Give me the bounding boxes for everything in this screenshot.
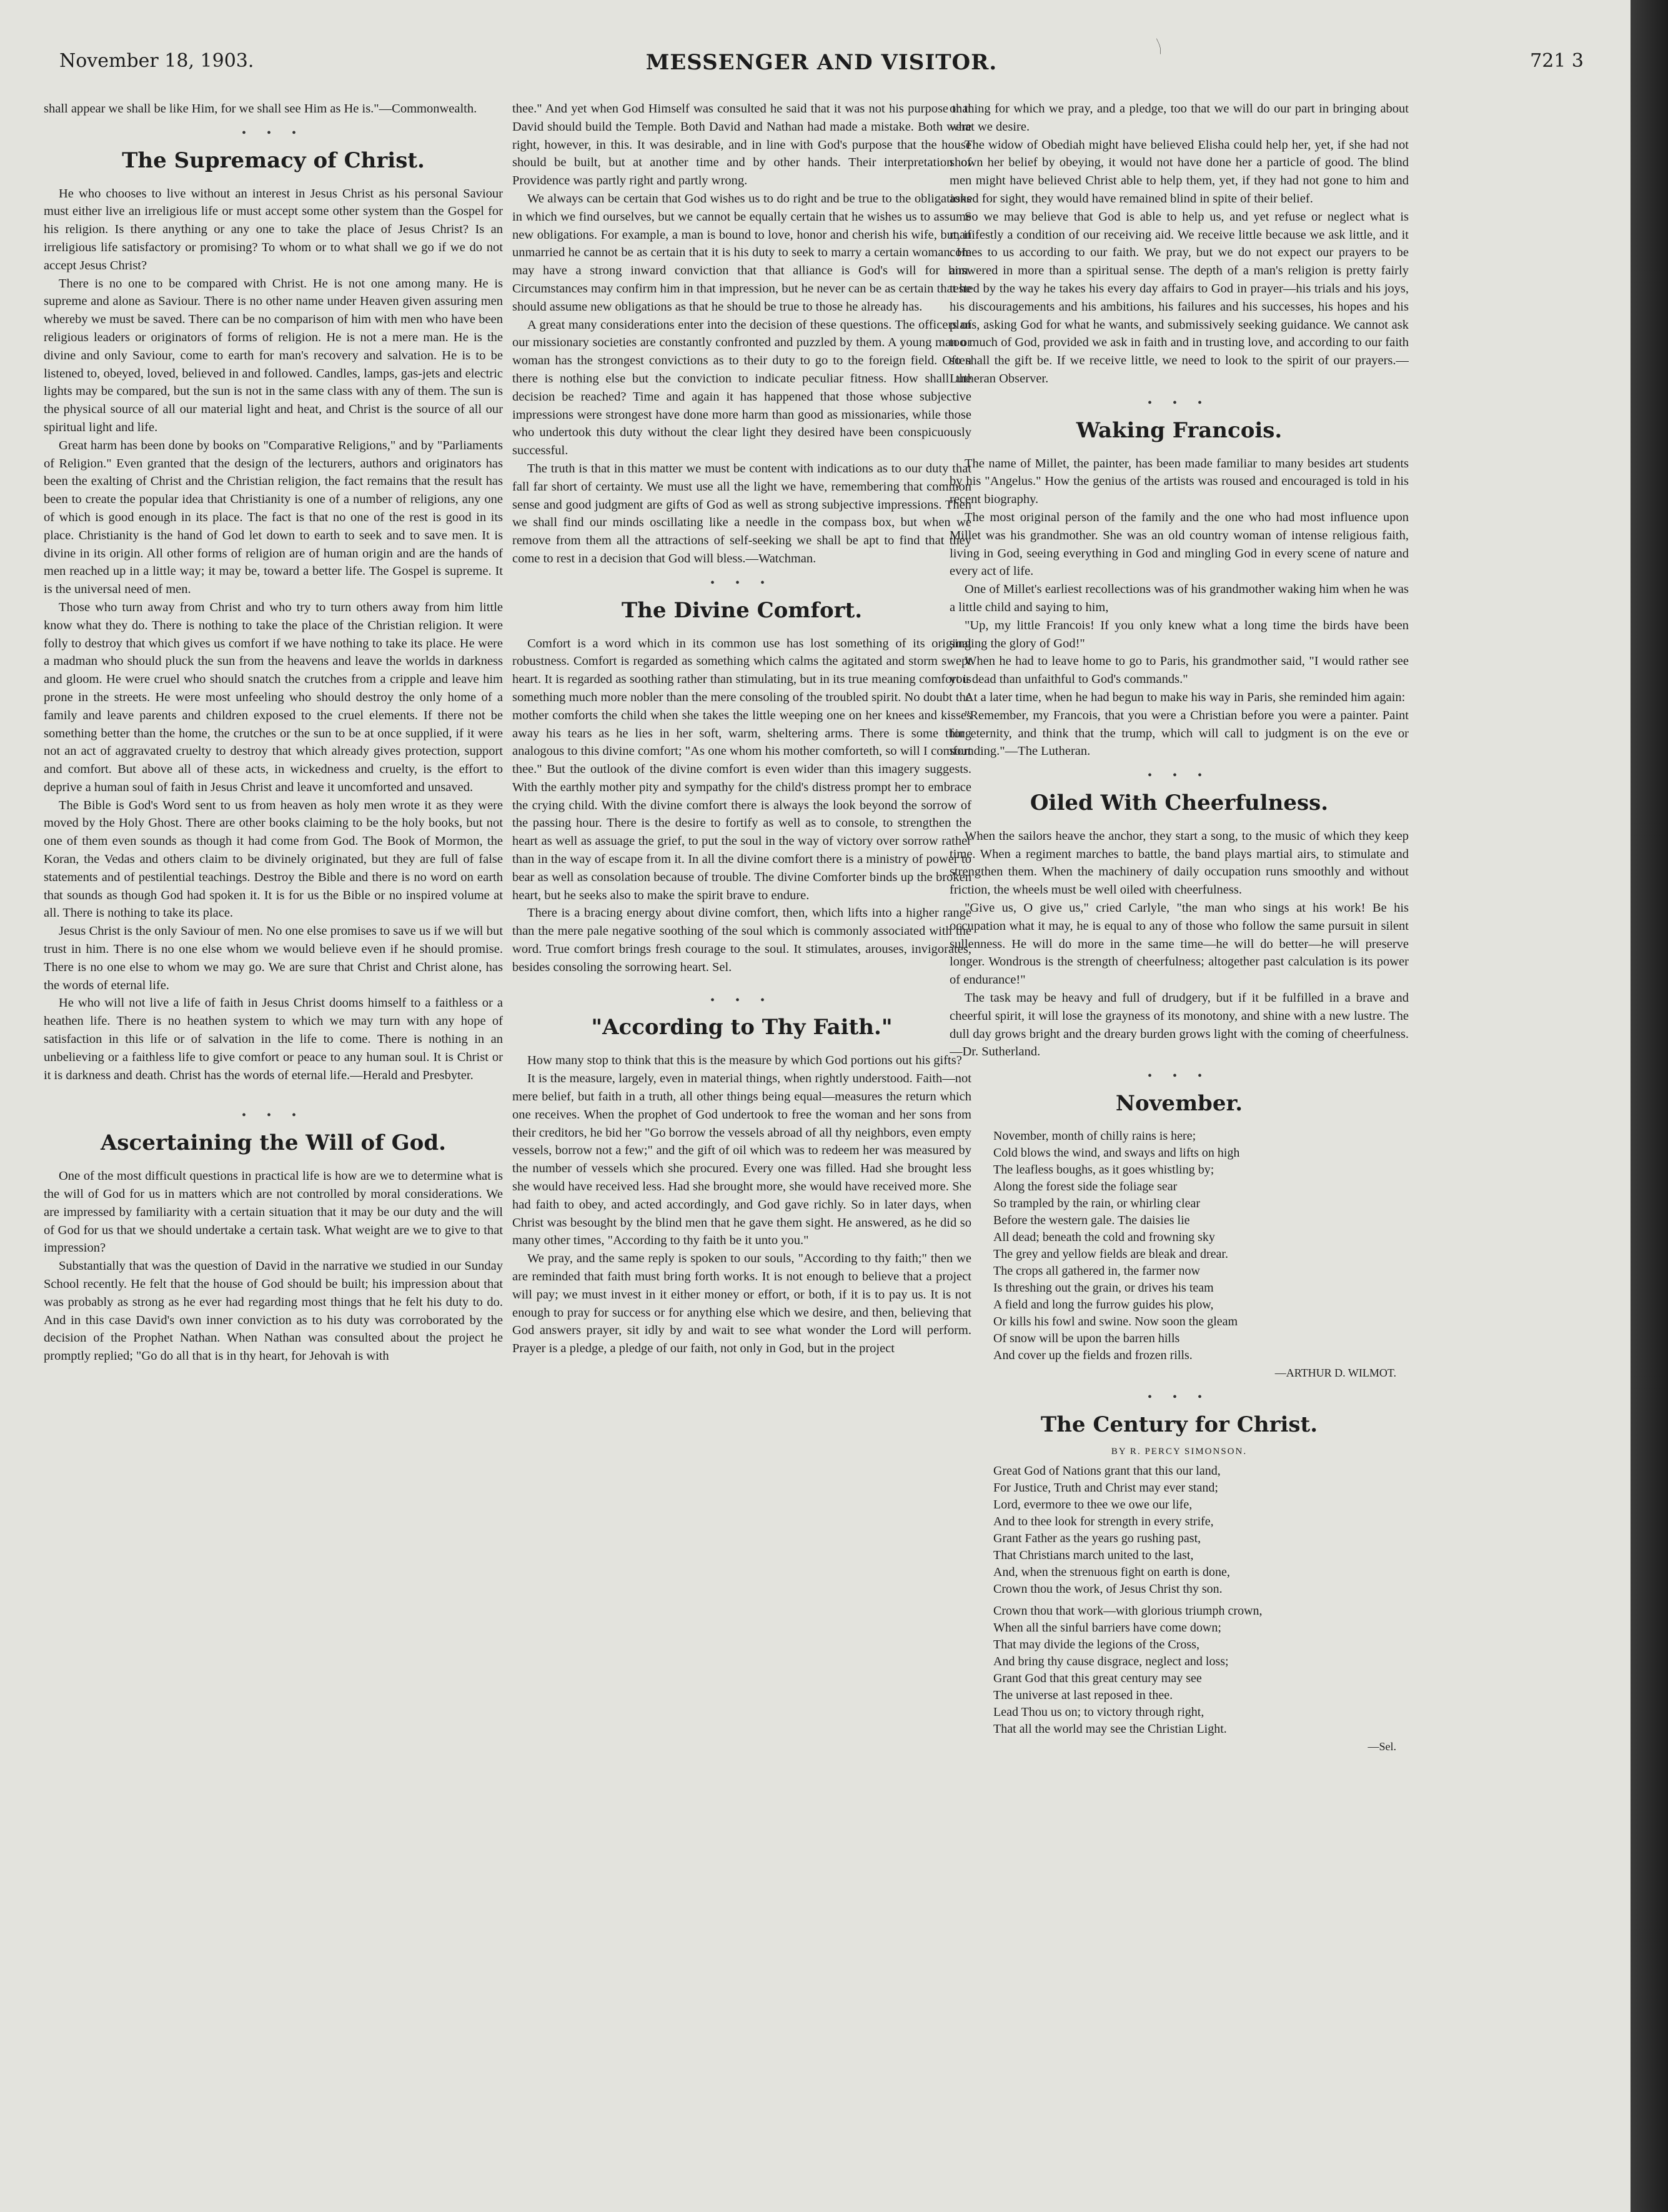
article-body (44, 185, 503, 1085)
article-title: Ascertaining the Will of God. (101, 1130, 446, 1156)
separator: • • • (1147, 769, 1211, 783)
poem-line: Along the forest side the foliage sear (993, 1180, 1178, 1194)
paragraph: Great harm has been done by books on "Comparative Religions," and by "Parliaments of Religion." Even granted that the design of the lecturers, authors and originators has been the exalting of Christ and the Christian religion, the fact remains that the result has been to create the popular idea that Christianity is one of a number of religions, any one of which is good enough in its place. The fact is that no one of the rest is good in its place. Christianity is the hand of God let down to earth to seek and to save men. It is divine in its origin. All other forms of religion are of human origin and are the hands of men reached up in a little way; it may be, toward a better life. The Gospel is supreme. It is the universal need of men. (44, 438, 503, 597)
paragraph: thee." And yet when God Himself was consulted he said that it was not his purpose that David should build the Temple. Both David and Nathan had made a mistake. Both were right, however, in this. It was desirable, and in line with God's purpose that the house should be built, but at another time and by other hands. Their interpretation of Providence was partly right and partly wrong. (512, 102, 971, 188)
poem-title: November. (1115, 1091, 1243, 1117)
separator: • • • (241, 126, 305, 140)
article-body (512, 635, 971, 977)
page-header (59, 50, 1584, 87)
paragraph: "Remember, my Francois, that you were a Christian before you were a painter. Paint for eternity, and think that the trump, which will call to judgment is on the eve or sounding."—The Lutheran. (950, 708, 1409, 759)
paragraph: "Up, my little Francois! If you only knew what a long time the birds have been singing the glory of God!" (950, 618, 1409, 650)
poem-line: And, when the strenuous fight on earth is done, (993, 1565, 1230, 1580)
poem-line: Cold blows the wind, and sways and lifts on high (993, 1146, 1240, 1160)
paragraph: Jesus Christ is the only Saviour of men. No one else promises to save us if we will but trust in him. There is no one else whom we would believe even if he should promise. There is no one else to whom we may go. We are sure that Christ and Christ alone, has the words of eternal life. (44, 924, 503, 992)
column-2 (512, 100, 971, 2175)
article-body (512, 100, 971, 568)
poem-line: Grant Father as the years go rushing past, (993, 1532, 1201, 1546)
paragraph: When he had to leave home to go to Paris, his grandmother said, "I would rather see you dead than unfaithful to God's commands." (950, 654, 1409, 687)
paragraph: A great many considerations enter into the decision of these questions. The officers of our missionary societies are constantly confronted and puzzled by them. A young man or woman has the strongest convictions as to their duty to go to the foreign field. Often there is nothing else but the conviction to indicate peculiar fitness. How shall the decision be reached? Time and again it has happened that those whose subjective impressions were strongest have done more harm than good as missionaries, while those who undertook this duty without the clear light they desired have been conspicuously successful. (512, 317, 971, 458)
poem-line: When all the sinful barriers have come down; (993, 1621, 1221, 1635)
poem-line: The leafless boughs, as it goes whistling by; (993, 1163, 1214, 1177)
poem-line: Is threshing out the grain, or drives his team (993, 1281, 1214, 1295)
paragraph: Substantially that was the question of David in the narrative we studied in our Sunday School recently. He felt that the house of God should be built; his impression about that was probably as strong as he ever had regarding most things that he felt his duty to do. And in this case David's own inner conviction as to his duty was corroborated by the decision of the Prophet Nathan. When Nathan was consulted about the project he promptly replied; "Go do all that is in thy heart, for Jehovah is with (44, 1259, 503, 1363)
paragraph: The widow of Obediah might have believed Elisha could help her, yet, if she had not shown her belief by obeying, it would not have done her a particle of good. The blind men might have believed Christ able to help them, yet, if they had not gone to him and asked for sight, they would have remained blind in spite of their belief. (950, 137, 1409, 206)
poem-century (950, 1463, 1409, 1738)
poem-line: That all the world may see the Christian Light. (993, 1722, 1227, 1736)
poem-line: Of snow will be upon the barren hills (993, 1332, 1180, 1346)
poem-line: That may divide the legions of the Cross, (993, 1638, 1199, 1652)
scan-border (1631, 0, 1668, 2212)
paragraph: He who chooses to live without an interest in Jesus Christ as his personal Saviour must either live an irreligious life or must accept some other system than the Gospel for his religion. Is there anything or any one to take the place of Jesus Christ? Is an irreligious life satisfactory or promising? To whom or to what shall we go if we do not accept Jesus Christ? (44, 186, 503, 272)
page-number: 721 3 (1530, 50, 1584, 72)
poem-credit: —Sel. (1368, 1740, 1396, 1753)
paragraph: The task may be heavy and full of drudgery, but if it be fulfilled in a brave and cheerful spirit, it will lose the grayness of its monotony, and shine with a new lustre. The dull day grows bright and the dreary burden grows light with the coming of cheerfulness.—Dr. Sutherland. (950, 991, 1409, 1059)
poem-line: Lead Thou us on; to victory through right, (993, 1705, 1204, 1720)
poem-line: For Justice, Truth and Christ may ever stand; (993, 1481, 1218, 1495)
paragraph: One of the most difficult questions in practical life is how are we to determine what is the will of God for us in matters which are not controlled by moral considerations. We are impressed by familiarity with a certain situation that it may be our duty and the will of God for us that we should undertake a certain task. What weight are we to give to that impression? (44, 1169, 503, 1255)
paragraph: We always can be certain that God wishes us to do right and be true to the obligations in which we find ourselves, but we cannot be equally certain that he wishes us to assume new obligations. For example, a man is bound to love, honor and cherish his wife, but, if unmarried he cannot be as certain that it is his duty to seek to marry a certain woman. He may have a strong inward conviction that that alliance is God's will for him. Circumstances may confirm him in that impression, but he never can be as certain that he should assume new obligations as that he should be true to those he already has. (512, 191, 971, 314)
separator: • • • (1147, 1390, 1211, 1404)
article-title: "According to Thy Faith." (591, 1015, 893, 1040)
issue-date: November 18, 1903. (59, 50, 254, 72)
byline: BY R. PERCY SIMONSON. (1111, 1446, 1248, 1457)
poem-title: The Century for Christ. (1040, 1412, 1318, 1437)
separator: • • • (241, 1108, 305, 1123)
poem-line: A field and long the furrow guides his plow, (993, 1298, 1214, 1312)
article-body (512, 1052, 971, 1358)
poem-line: Crown thou the work, of Jesus Christ thy son. (993, 1582, 1223, 1597)
paragraph: The name of Millet, the painter, has been made familiar to many besides art students by his "Angelus." How the genius of the artists was roused and encouraged is told in his recent biography. (950, 456, 1409, 507)
poem-line: That Christians march united to the last, (993, 1548, 1194, 1563)
separator: • • • (1147, 1069, 1211, 1084)
paragraph: It is the measure, largely, even in material things, when rightly understood. Faith—not mere belief, but faith in a truth, all other things being equal—measures the return which one receives. When the prophet of God undertook to free the woman and her sons from their creditors, he bid her "Go borrow the vessels abroad of all thy neighbors, even empty vessels, borrow not a few;" and the gift of oil which was to redeem her was measured by the number of vessels which she procured. Every one was filled. Had she brought less she would have received less. Had she brought more, she would have received more. She had faith to obey, and acted accordingly, and God gave richly. So in later days, when Christ was besought by the blind men that he gave them sight. He answered, as he did so many other times, "According to thy faith be it unto you." (512, 1072, 971, 1248)
article-body (950, 100, 1409, 388)
poem-line: November, month of chilly rains is here; (993, 1129, 1196, 1143)
poem-line: Or kills his fowl and swine. Now soon the gleam (993, 1315, 1238, 1329)
poem-line: All dead; beneath the cold and frowning sky (993, 1230, 1215, 1245)
article-title: The Divine Comfort. (621, 597, 863, 623)
paragraph: One of Millet's earliest recollections was of his grandmother waking him when he was a little child and saying to him, (950, 582, 1409, 614)
paragraph: He who will not live a life of faith in Jesus Christ dooms himself to a faithless or a heathen life. There is no heathen system to which we may turn with any hope of satisfaction in this life or of salvation in the life to come. There is nothing in an unbelieving or a faithless life to give comfort or peace to any human soul. It is Christ or it is darkness and death. Christ has the words of eternal life.—Herald and Presbyter. (44, 996, 503, 1082)
poem-line: Grant God that this great century may see (993, 1671, 1202, 1686)
paragraph: How many stop to think that this is the measure by which God portions out his gifts? (527, 1054, 962, 1068)
poem-line: So trampled by the rain, or whirling clear (993, 1197, 1201, 1211)
paragraph: "Give us, O give us," cried Carlyle, "the man who sings at his work! Be his occupation what it may, he is equal to any of those who follow the same pursuit in silent sullenness. He will do more in the same time—he will do better—he will preserve longer. Wondrous is the strength of cheerfulness; altogether past calculation is its power of endurance!" (950, 901, 1409, 987)
article-body (950, 455, 1409, 761)
paragraph: The most original person of the family and the one who had most influence upon Millet was his grandmother. She was an old country woman of intense religious faith, living in God, seeing everything in God and mingling God in every scene of nature and every act of life. (950, 510, 1409, 579)
column-3 (950, 100, 1409, 2175)
poem-line: The crops all gathered in, the farmer now (993, 1264, 1200, 1278)
article-title: Waking Francois. (1076, 417, 1283, 443)
paragraph: The Bible is God's Word sent to us from heaven as holy men wrote it as they were moved by the Holy Ghost. There are other books claiming to be the holy books, but not one of them even sounds as though it had come from God. The Book of Mormon, the Koran, the Vedas and others claim to be divinely originated, but they are full of false statements and of pestilential teachings. Destroy the Bible and there is no word on earth that sounds as though God had spoken it. It is for us the Bible or no inspired volume at all. There is nothing to take its place. (44, 798, 503, 920)
poem-line: And cover up the fields and frozen rills. (993, 1348, 1193, 1363)
poem-credit: —ARTHUR D. WILMOT. (1274, 1367, 1396, 1380)
separator: • • • (710, 993, 773, 1007)
poem-line: The universe at last reposed in thee. (993, 1688, 1173, 1703)
column-1 (44, 100, 503, 2175)
paragraph: Comfort is a word which in its common use has lost something of its original robustness. Comfort is regarded as something which calms the agitated and storm swept heart. It is regarded as soothing rather than stimulating, but in its true meaning comfort is something much more nobler than the mere consoling of the troubled spirit. No doubt the mother comforts the child when she takes the little weeping one on her knees and kisses away his tears as he lies in her soft, warm, sheltering arms. There is some thing analogous to this divine comfort; "As one whom his mother comforteth, so will I comfort thee." But the outlook of the divine comfort is even wider than this imagery suggests. With the earthly mother pity and sympathy for the child's distress prompt her to embrace the crying child. With the divine comfort there is always the look beyond the sorrow of the passing hour. There is the desire to fortify as well as to console, to strengthen the heart as well as assuage the grief, to put the soul in the way of victory over sorrow rather than in the way of escape from it. In all the divine comfort there is a ministry of power to bear as well as consolation because of trouble. The divine Comforter binds up the broken heart, but he seeks also to make the spirit brave to endure. (512, 636, 971, 902)
poem-line: Lord, evermore to thee we owe our life, (993, 1498, 1193, 1512)
paragraph: At a later time, when he had begun to make his way in Paris, she reminded him again: (965, 690, 1406, 704)
poem-line: Great God of Nations grant that this our land, (993, 1464, 1221, 1478)
poem-line: And to thee look for strength in every strife, (993, 1515, 1214, 1529)
poem-november (950, 1128, 1409, 1364)
paragraph: There is no one to be compared with Christ. He is not one among many. He is supreme and alone as Saviour. There is no other name under Heaven given assuring men whereby we must be saved. There can be no comparison of him with men who have been religious leaders or originators of forms of religion. He is not a mere man. He is the divine and only Saviour, come to earth for man's recovery and salvation. He is to be listened to, obeyed, loved, believed in and followed. Candles, lamps, gas-jets and electric lights may be compared, but the sun is not in the same class with any of them. The sun is the physical source of all our material light and heat, and Christ is the source of all our spiritual light and life. (44, 276, 503, 434)
article-body (950, 827, 1409, 1061)
paragraph: So we may believe that God is able to help us, and yet refuse or neglect what is manifestly a condition of our receiving aid. We receive little because we ask little, and it comes to us according to our faith. We pray, but we do not expect our prayers to be answered in more than a spiritual sense. The depth of a man's religion is pretty fairly tested by the way he takes his every day affairs to God in prayer—his trials and his joys, his discouragements and his ambitions, his failures and his successes, his hopes and his plans, asking God for what he wants, and submissively seeking guidance. We cannot ask too much of God, provided we ask in faith and in trusting love, and according to our faith so shall the gift be. If we receive little, we need to look to the spirit of our prayers.—Lutheran Observer. (950, 209, 1409, 386)
intro-fragment: shall appear we shall be like Him, for we shall see Him as He is."—Commonwealth. (44, 102, 477, 116)
paragraph: Those who turn away from Christ and who try to turn others away from him little know what they do. There is nothing to take the place of the Christian religion. It were folly to destroy that which gives us comfort if we have nothing to take its place. He were a madman who should pluck the sun from the heavens and leave the worlds in darkness and gloom. He were cruel who should snatch the crutches from a cripple and leave him prone in the streets. He were most unfeeling who should destroy the only home of a family and leave parents and children exposed to the cruel elements. If there not be something better than the home, the crutches or the sun to be at once supplied, if it were not an act of aggravated cruelty to destroy that which already gives protection, support and comfort. But above all of these acts, in wickedness and cruelty, is the effort to deprive a human soul of faith in Jesus Christ and leave it uncomforted and unsaved. (44, 600, 503, 794)
article-body (44, 1167, 503, 1365)
paragraph: We pray, and the same reply is spoken to our souls, "According to thy faith;" then we are reminded that faith must bring forth works. It is not enough to believe that a project will pay; we must invest in it either money or effort, or both, if it is to pay us. It is not enough to pray for success or for anything else which we desire, and then, believing that God answers prayer, sit idly by and wait to see what wonder the Lord will perform. Prayer is a pledge, a pledge of our faith, not only in God, but in the project (512, 1252, 971, 1356)
poem-line: And bring thy cause disgrace, neglect and loss; (993, 1655, 1229, 1669)
poem-line: Before the western gale. The daisies lie (993, 1213, 1190, 1228)
paragraph: or thing for which we pray, and a pledge, too that we will do our part in bringing about what we desire. (950, 102, 1409, 134)
masthead: MESSENGER AND VISITOR. (645, 50, 998, 75)
separator: • • • (1147, 396, 1211, 410)
poem-line: Crown thou that work—with glorious triumph crown, (993, 1604, 1263, 1618)
paragraph: The truth is that in this matter we must be content with indications as to our duty that fall far short of certainty. We must use all the light we have, remembering that common sense and good judgment are gifts of God as well as strong subjective impressions. Then we shall find our minds oscillating like a needle in the compass box, but when we remove from them all the attractions of self-seeking we shall be apt to find that they come to rest in a decision that God will bless.—Watchman. (512, 461, 971, 565)
paragraph: There is a bracing energy about divine comfort, then, which lifts into a higher range than the mere pale negative soothing of the soul which is commonly associated with the word. True comfort brings fresh courage to the soul. It stimulates, arouses, invigorates, besides consoling the sorrowing heart. Sel. (512, 906, 971, 974)
poem-line: The grey and yellow fields are bleak and drear. (993, 1247, 1228, 1262)
article-title: The Supremacy of Christ. (122, 147, 425, 173)
paragraph: When the sailors heave the anchor, they start a song, to the music of which they keep time. When a regiment marches to battle, the band plays martial airs, to stimulate and strengthen them. When the machinery of daily occupation runs smoothly and without friction, the wheels must be well oiled with cheerfulness. (950, 829, 1409, 897)
article-title: Oiled With Cheerfulness. (1030, 790, 1329, 815)
separator: • • • (710, 575, 773, 590)
